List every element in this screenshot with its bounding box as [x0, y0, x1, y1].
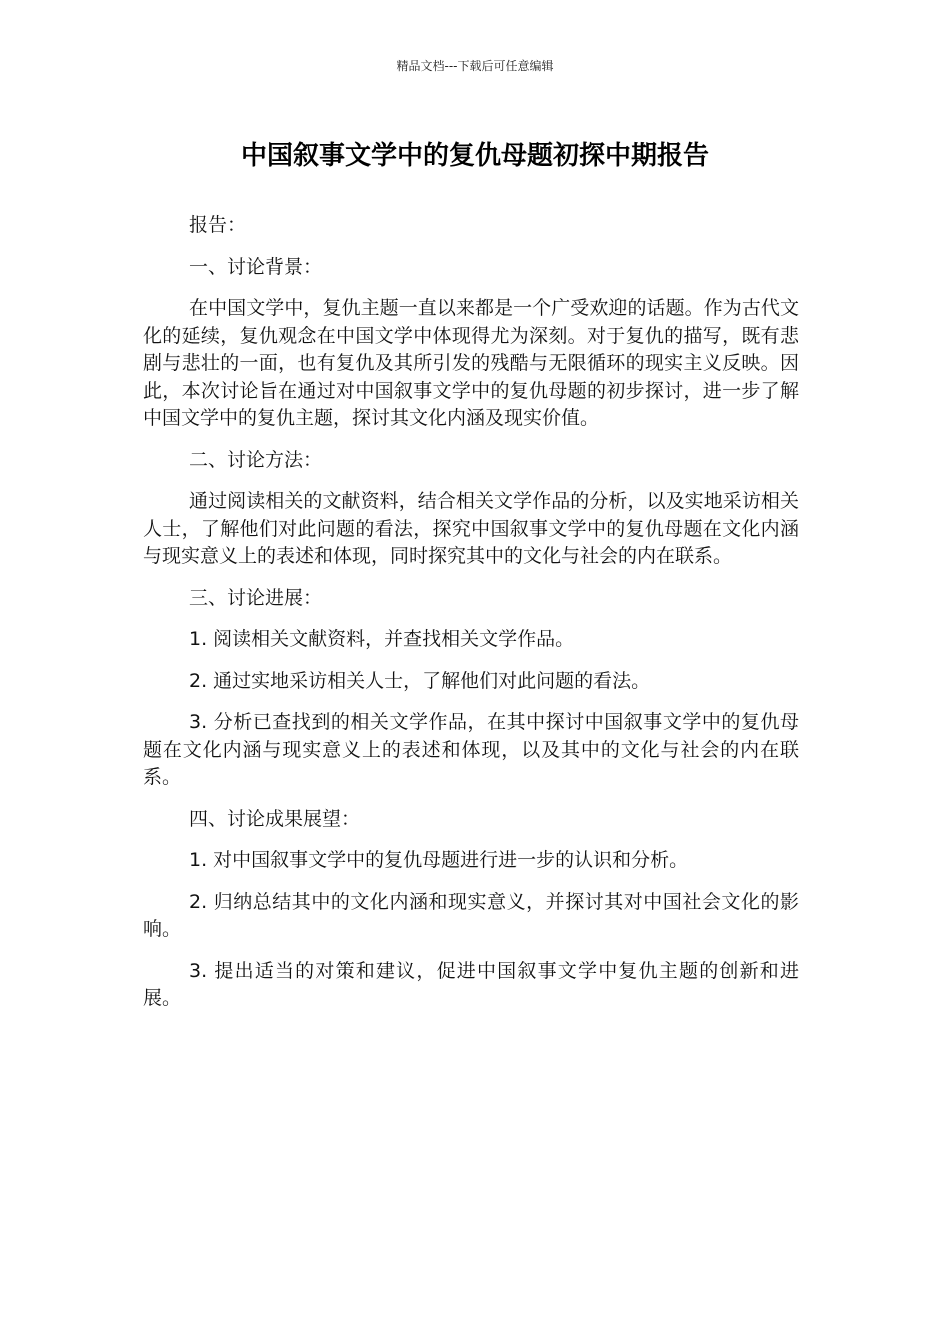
document-title: 中国叙事文学中的复仇母题初探中期报告 [240, 141, 709, 171]
progress-item-1: 1. 阅读相关文献资料，并查找相关文学作品。 [189, 628, 575, 650]
header-note: 精品文档---下载后可任意编辑 [396, 59, 554, 73]
progress-item-3: 3. 分析已查找到的相关文学作品，在其中探讨中国叙事文学中的复仇母题在文化内涵与现实意义上的表述和体现，以及其中的文化与社会的内在联系。 [143, 711, 799, 788]
background-paragraph: 在中国文学中，复仇主题一直以来都是一个广受欢迎的话题。作为古代文化的延续，复仇观念在中国文学中体现得尤为深刻。对于复仇的描写，既有悲剧与悲壮的一面，也有复仇及其所引发的残酷与无限循环的现实主义反映。因此，本次讨论旨在通过对中国叙事文学中的复仇母题的初步探讨，进一步了解中国文学中的复仇主题，探讨其文化内涵及现实价值。 [143, 297, 799, 429]
section-heading-outlook: 四、讨论成果展望： [189, 807, 361, 830]
section-heading-background: 一、讨论背景： [189, 255, 323, 278]
section-heading-progress: 三、讨论进展： [189, 586, 323, 609]
outlook-item-2: 2. 归纳总结其中的文化内涵和现实意义，并探讨其对中国社会文化的影响。 [143, 890, 799, 940]
progress-item-2: 2. 通过实地采访相关人士，了解他们对此问题的看法。 [189, 669, 651, 692]
outlook-item-1: 1. 对中国叙事文学中的复仇母题进行进一步的认识和分析。 [189, 849, 689, 871]
report-label: 报告： [189, 214, 247, 236]
document-body [143, 212, 799, 1027]
section-heading-method: 二、讨论方法： [189, 448, 323, 471]
outlook-item-3: 3. 提出适当的对策和建议，促进中国叙事文学中复仇主题的创新和进展。 [143, 959, 799, 1009]
method-paragraph: 通过阅读相关的文献资料，结合相关文学作品的分析，以及实地采访相关人士，了解他们对此问题的看法，探究中国叙事文学中的复仇母题在文化内涵与现实意义上的表述和体现，同时探究其中的文化与社会的内在联系。 [143, 490, 799, 567]
